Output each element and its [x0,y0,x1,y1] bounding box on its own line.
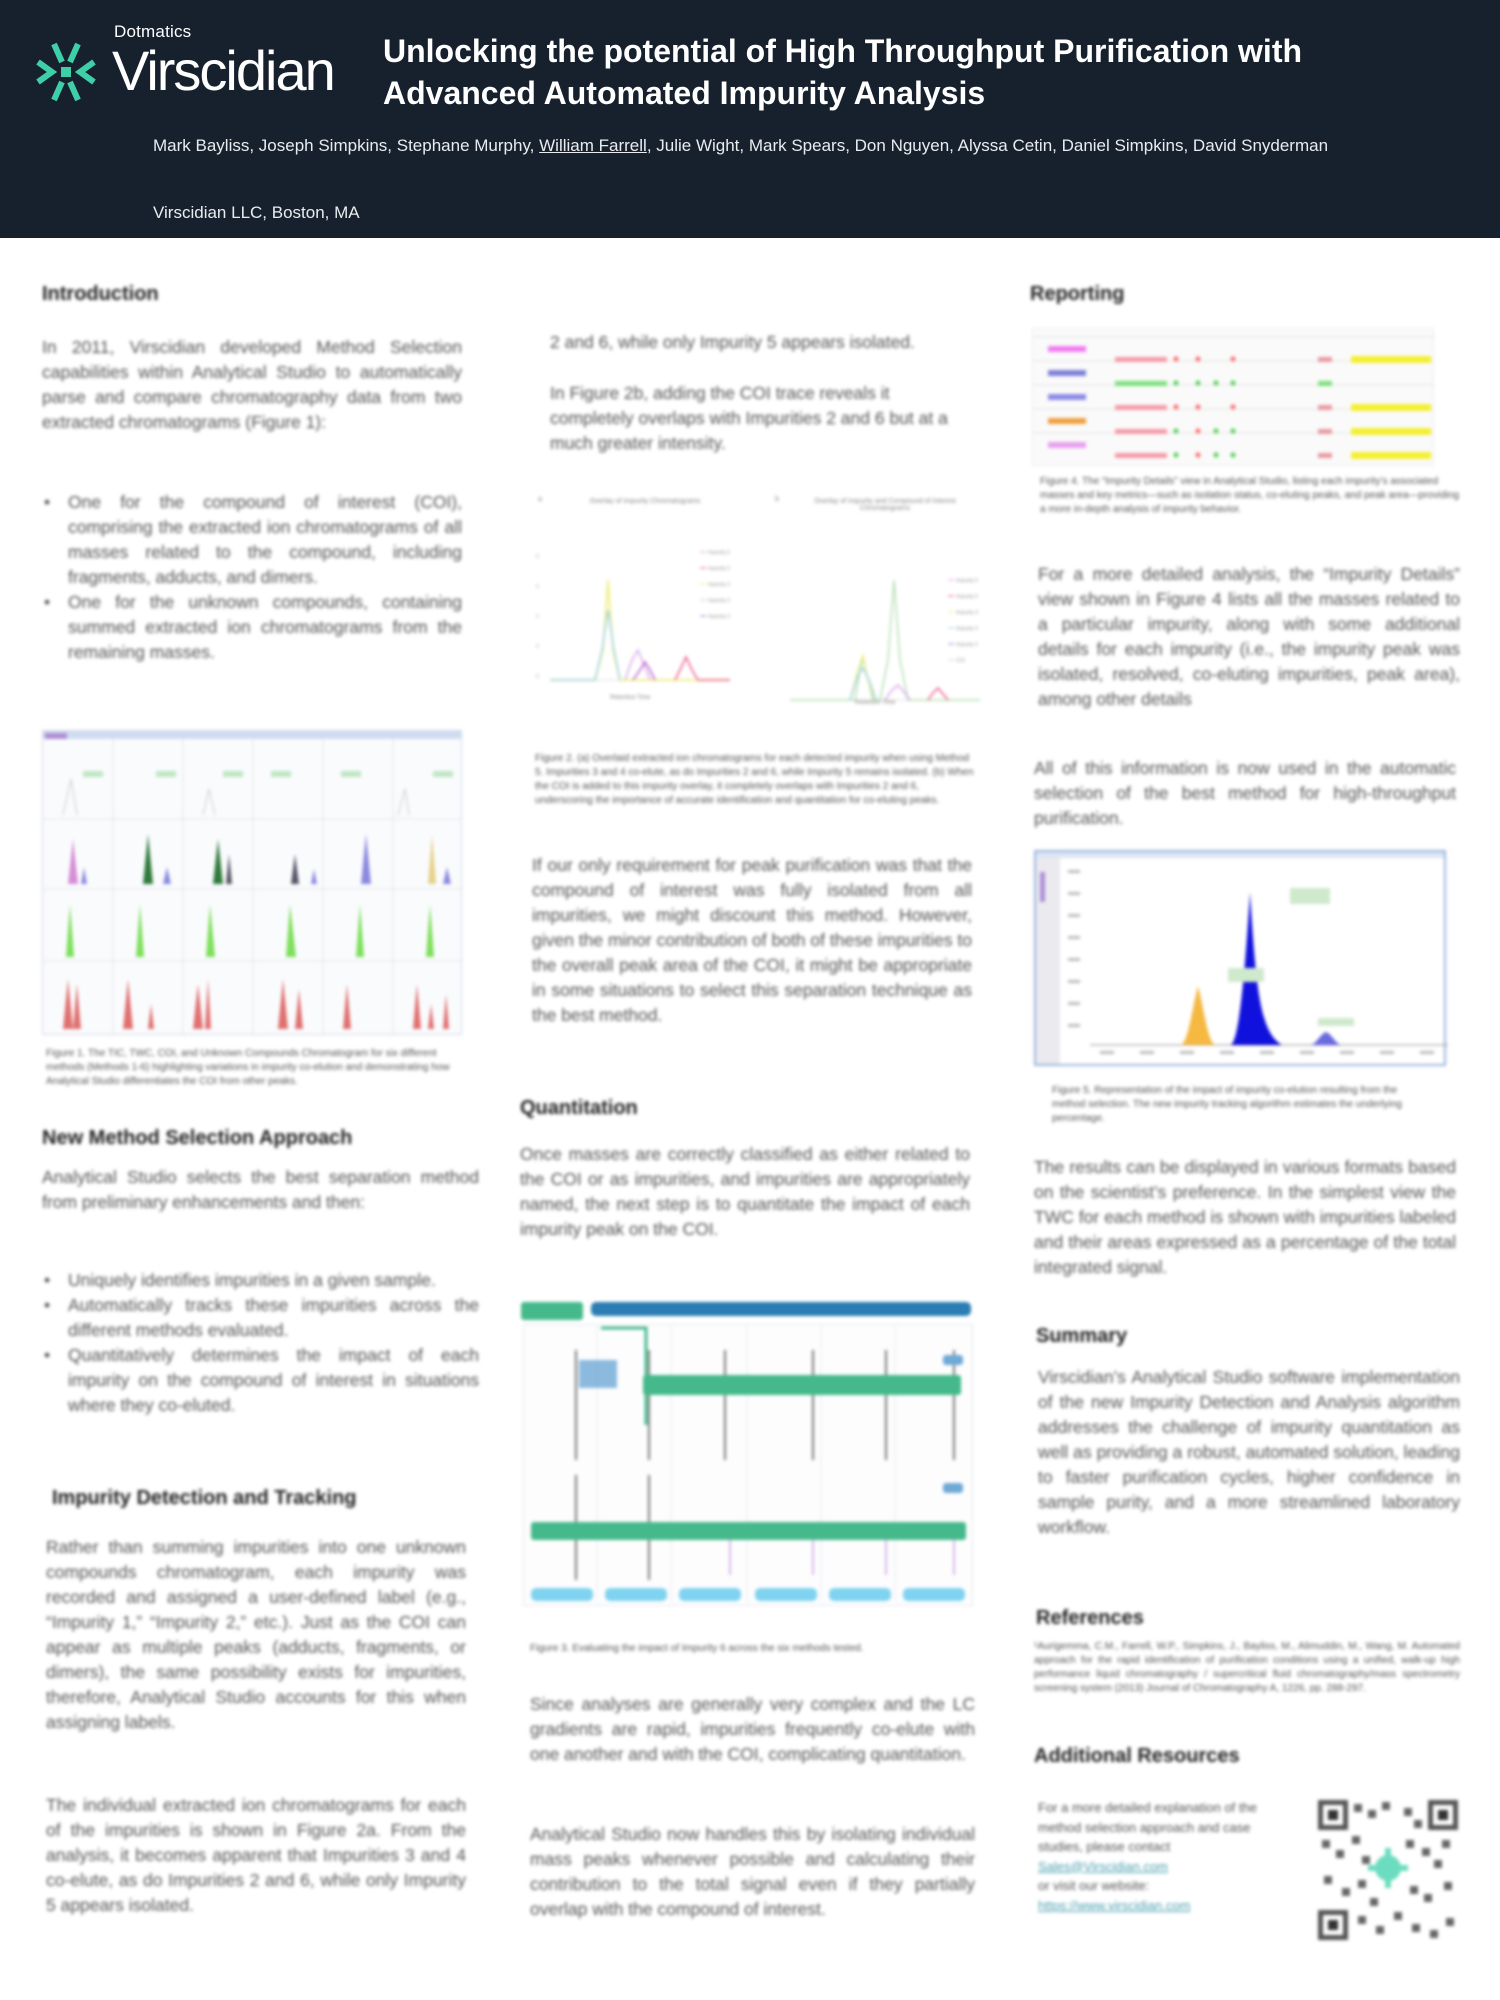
introduction-bullet: • One for the compound of interest (COI), comprising the extracted ion chromatograms of all masses related to the compound, including fragments, adducts, and dimers. [42,490,462,590]
figure-3-method-pill [679,1588,741,1601]
figure-3-impurity-impact [521,1300,973,1610]
svg-text:0: 0 [536,644,539,650]
virscidian-logo [34,22,354,112]
references-text: ¹Aurigemma, C.M., Farrell, W.P., Simpkins, J., Bayliss, M., Alimuddin, M., Wang, M. Automated approach for the rapid identification of purification conditions using a unified, walk-up high performance liquid chromatography / supercritical fluid chromatography/mass spectrometry screening system (2013) Journal of Chromatography A, 1226, pp. 288-297. [1034,1641,1460,1694]
figure-3-annotation-bar-2 [531,1522,966,1540]
figure-2b-chart [770,490,990,720]
affiliation: Virscidian LLC, Boston, MA [153,203,360,222]
authors-part-2: , Julie Wight, Mark Spears, Don Nguyen, Alyssa Cetin, Daniel Simpkins, David Snyderman [646,136,1329,155]
figure-2a-title: Overlay of Impurity Chromatograms [589,498,701,505]
sales-email-link[interactable]: Sales@Virscidian.com [1038,1858,1169,1874]
summary-heading: Summary [1036,1325,1128,1347]
introduction-paragraph: In 2011, Virscidian developed Method Selection capabilities within Analytical Studio to automatically parse and compare chromatography data from two extracted chromatograms (Figure 1): [42,337,462,432]
additional-resources-heading: Additional Resources [1034,1745,1240,1767]
legend-impurity-6: Impurity 6 [956,578,978,584]
poster-title: Unlocking the potential of High Throughput Purification with Advanced Automated Impurity Analysis [383,33,1303,111]
figure-4-caption: Figure 4. The “Impurity Details” view in Analytical Studio, listing each impurity’s associated masses and key metrics—such as isolation status, co-eluting peaks, and peak area—providing a more in-depth analysis of impurity behavior. [1040,476,1460,515]
legend-impurity-3: Impurity 3 [708,598,730,604]
additional-resources-block [1038,1798,1268,1915]
figure-1-chromatogram-grid [42,730,462,1035]
reporting-heading: Reporting [1030,283,1125,305]
legend-impurity-5: Impurity 5 [956,594,978,600]
quantitation-paragraph-3: Analytical Studio now handles this by isolating individual mass peaks whenever possible and calculating their contribution to the total signal even if they partially overlap with the compound of interest. [530,1824,975,1919]
impurity-detection-heading: Impurity Detection and Tracking [52,1487,357,1509]
dotmatics-brand: Dotmatics [114,22,192,41]
quantitation-paragraph-2: Since analyses are generally very complex and the LC gradients are rapid, impurities frequently co-elute with one another and with the COI, complicating quantitation. [530,1694,975,1764]
figure-3-method-pill [531,1588,593,1601]
legend-impurity-4: Impurity 4 [708,582,730,588]
new-method-bullets [42,1268,479,1418]
figure-1-plots [43,739,463,1036]
legend-impurity-4: Impurity 4 [956,610,978,616]
impurity-detection-paragraph-2: The individual extracted ion chromatograms for each of the impurities is shown in Figure 2a. From the analysis, it becomes apparent that Impurities 3 and 4 co-elute, as do Impurities 2 and 6, while only Impurity 5 appears isolated. [46,1795,466,1915]
figure-2a-panel-label: a [538,496,542,503]
figure-4-table-rows [1033,329,1435,467]
legend-impurity-6: Impurity 6 [708,550,730,556]
new-method-bullet: • Uniquely identifies impurities in a given sample. [42,1268,479,1293]
figure-2a-plot [530,510,760,710]
new-method-bullet: • Quantitatively determines the impact of each impurity on the compound of interest in situations where they co-eluted. [42,1343,479,1418]
new-method-bullet: • Automatically tracks these impurities across the different methods evaluated. [42,1293,479,1343]
svg-text:0: 0 [536,584,539,590]
figure-5-side-marker [1040,872,1045,902]
references-heading: References [1036,1607,1144,1629]
reporting-paragraph-2: All of this information is now used in the automatic selection of the best method for high-throughput purification. [1034,758,1456,828]
figure-1-caption: Figure 1. The TIC, TWC, COI, and Unknown Compounds Chromatogram for six different methods (Methods 1-6) highlighting variations in impurity co-elution and demonstrating how Analytical Studio differentiates the COI from other peaks. [46,1048,450,1087]
legend-coi: COI [956,658,965,664]
figure-3-annotation-bar [643,1375,961,1395]
website-prefix: or visit our website: [1038,1878,1150,1893]
introduction-bullet: • One for the unknown compounds, containing summed extracted ion chromatograms from the remaining masses. [42,590,462,665]
figure-1-toolbar [43,731,461,739]
quantitation-heading: Quantitation [520,1097,638,1119]
figure-5-plot [1060,858,1448,1064]
summary-paragraph: Virscidian’s Analytical Studio software implementation of the new Impurity Detection and Analysis algorithm addresses the challenge of impurity quantitation as well as providing a robust, automated solution, leading to faster purification cycles, higher confidence in sample purity, and a more streamlined laboratory workflow. [1038,1367,1460,1537]
figure-3-method-tag [521,1302,583,1320]
website-link[interactable]: https://www.virscidian.com [1038,1897,1191,1913]
figure-5-caption: Figure 5. Representation of the impact of impurity co-elution resulting from the method selection. The new impurity tracking algorithm estimates the underlying percentage. [1052,1085,1402,1124]
additional-resources-text: For a more detailed explanation of the method selection approach and case studies, please contact [1038,1800,1257,1854]
figure-4-impurity-details-table [1032,328,1434,466]
figure-3-traces [521,1320,973,1610]
poster-header [0,0,1500,238]
introduction-heading: Introduction [42,283,159,305]
new-method-paragraph: Analytical Studio selects the best separation method from preliminary enhancements and then: [42,1167,479,1212]
new-method-heading: New Method Selection Approach [42,1127,353,1149]
figure-3-method-pill [605,1588,667,1601]
legend-impurity-5: Impurity 5 [708,566,730,572]
figure-3-method-pill [829,1588,891,1601]
figure-2b-panel-label: b [775,496,779,503]
authors-part-1: Mark Bayliss, Joseph Simpkins, Stephane Murphy, [153,136,540,155]
svg-text:0: 0 [536,614,539,620]
reporting-paragraph-1: For a more detailed analysis, the “Impurity Details” view shown in Figure 4 lists all the masses related to a particular impurity, along with some additional details for each impurity (i.e., the impurity peak was isolated, resolved, co-eluting impurities, peak area), among other details [1038,564,1460,709]
legend-impurity-2: Impurity 2 [956,642,978,648]
quantitation-paragraph: Once masses are correctly classified as either related to the COI or as impurities, and impurities are appropriately named, the next step is to quantitate the impact of each impurity peak on the COI. [520,1144,970,1239]
figure-3-method-pill [903,1588,965,1601]
figure-2b-xlabel: Retention Time [855,700,896,706]
figure-2b-plot [770,510,990,710]
figure-2a-xlabel: Retention Time [610,695,651,701]
svg-text:0: 0 [536,554,539,560]
qr-code-icon[interactable] [1318,1800,1458,1940]
svg-text:0: 0 [536,674,539,680]
reporting-paragraph-3: The results can be displayed in various formats based on the scientist’s preference. In the simplest view the TWC for each method is shown with impurities labeled and their areas expressed as a percentage of the total integrated signal. [1034,1157,1456,1277]
purification-paragraph: If our only requirement for peak purification was that the compound of interest was fully isolated from all impurities, we might discount this method. However, given the minor contribution of both of these impurities to the overall peak area of the COI, it might be appropriate in some situations to select this separation technique as the best method. [532,855,972,1025]
impurity-detection-paragraph-1: Rather than summing impurities into one unknown compounds chromatogram, each impurity was recorded and assigned a user-defined label (e.g., “Impurity 1,” “Impurity 2,” etc.). Just as the COI can appear as multiple peaks (adducts, fragments, or dimers), the same possibility exists for impurities, therefore, Analytical Studio accounts for this when assigning labels. [46,1537,466,1732]
figure-2-caption: Figure 2. (a) Overlaid extracted ion chromatograms for each detected impurity when using Method 5. Impurities 3 and 4 co-elute, as do Impurities 2 and 6, while Impurity 5 remains isolated. (b) When the COI is added to this impurity overlay, it completely overlaps with Impurities 2 and 6, underscoring the importance of accurate identification and quantitation for co-eluting peaks. [535,753,974,806]
virscidian-brand: Virscidian [112,39,334,102]
author-list [153,135,1333,157]
figure-3-caption: Figure 3. Evaluating the impact of Impurity 6 across the six methods tested. [530,1643,864,1654]
virscidian-logo-mark-icon [34,40,98,104]
legend-impurity-2: Impurity 2 [708,614,730,620]
figure-3-header-bar [591,1302,971,1316]
figure-3-method-pill [755,1588,817,1601]
introduction-bullets [42,490,462,665]
author-link-william-farrell[interactable]: William Farrell [539,136,647,155]
figure-2a-chart [530,490,760,720]
figure-2b-description: In Figure 2b, adding the COI trace reveals it completely overlaps with Impurities 2 and 6 but at a much greater intensity. [550,383,948,453]
column2-continuation: 2 and 6, while only Impurity 5 appears isolated. [550,332,915,352]
legend-impurity-3: Impurity 3 [956,626,978,632]
figure-2b-title: Overlay of Impurity and Compound of Interest Chromatograms [814,498,956,512]
figure-5-coelution-chart [1034,850,1446,1066]
